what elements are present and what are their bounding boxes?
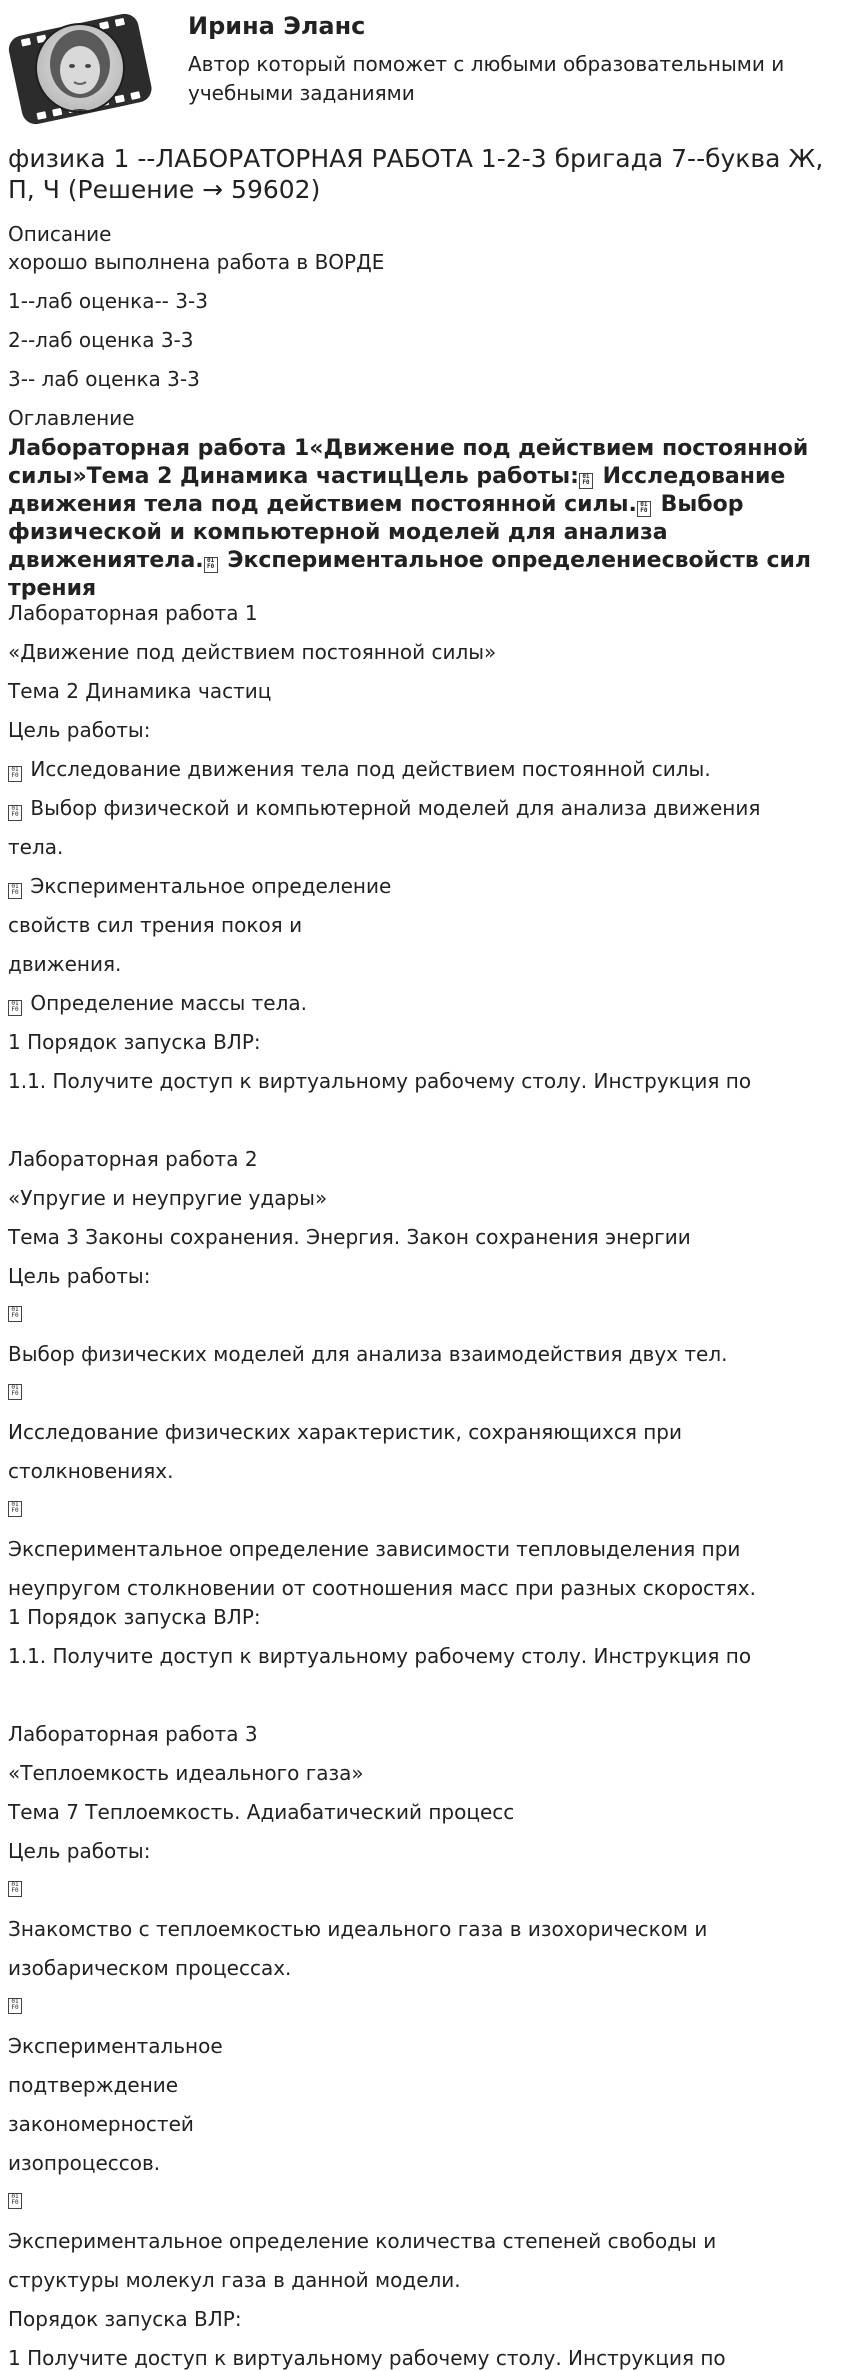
author-description	[188, 50, 808, 108]
missing-glyph-icon	[8, 1881, 22, 1897]
lab2-launch-label: 1 Порядок запуска ВЛР:	[8, 1605, 261, 1629]
lab3-goal-item: Экспериментальное определение количества степеней свободы и	[8, 2229, 717, 2253]
lab3-goal-item-cont: подтверждение	[8, 2073, 179, 2097]
lab1-goal-label: Цель работы:	[8, 718, 151, 742]
lab1-goal-item: 01 F0 Выбор физической и компьютерной моделей для анализа движения	[8, 796, 760, 821]
lab3-goal-item-cont: изопроцессов.	[8, 2151, 161, 2175]
author-photo	[6, 6, 154, 131]
author-card	[0, 0, 847, 140]
missing-glyph-icon	[8, 883, 22, 899]
lab3-goal-item: Экспериментальное	[8, 2034, 223, 2058]
lab2-goal-item: Экспериментальное определение зависимости тепловыделения при	[8, 1537, 741, 1561]
lab2-topic: Тема 3 Законы сохранения. Энергия. Закон сохранения энергии	[8, 1225, 691, 1249]
lab2-name: «Упругие и неупругие удары»	[8, 1186, 328, 1210]
toc-heading	[8, 435, 843, 603]
lab3-title: Лабораторная работа 3	[8, 1722, 258, 1746]
toc-heading-text: Выбор физической и компьютерной моделей для анализа движениятела.	[8, 492, 744, 573]
film-frame-avatar	[6, 6, 154, 131]
lab3-goal-item-cont: структуры молекул газа в данной модели.	[8, 2268, 461, 2292]
lab1-goal-item: 01 F0 Определение массы тела.	[8, 991, 307, 1016]
missing-glyph-icon	[8, 1306, 22, 1322]
lab1-goal-item-cont: движения.	[8, 952, 122, 976]
lab3-goal-item-cont: закономерностей	[8, 2112, 194, 2136]
lab1-goal-item-cont: свойств сил трения покоя и	[8, 913, 303, 937]
lab2-title: Лабораторная работа 2	[8, 1147, 258, 1171]
missing-glyph-icon	[637, 501, 651, 517]
lab3-goal-label: Цель работы:	[8, 1839, 151, 1863]
lab3-name: «Теплоемкость идеального газа»	[8, 1761, 364, 1785]
description-line: 2--лаб оценка 3-3	[8, 328, 194, 352]
lab2-goal-item-cont: неупругом столкновении от соотношения масс при разных скоростях.	[8, 1576, 756, 1600]
work-title: физика 1 --ЛАБОРАТОРНАЯ РАБОТА 1-2-3 бригада 7--буква Ж, П, Ч (Решение → 59602)	[8, 144, 824, 204]
lab2-goal-item: Исследование физических характеристик, сохраняющихся при	[8, 1420, 683, 1444]
missing-glyph-icon	[8, 1384, 22, 1400]
description-label: Описание	[8, 222, 112, 246]
lab1-title: Лабораторная работа 1	[8, 601, 258, 625]
missing-glyph-icon	[204, 557, 218, 573]
missing-glyph-icon	[8, 1998, 22, 2014]
lab2-goal-item-cont: столкновениях.	[8, 1459, 174, 1483]
missing-glyph-icon	[8, 1000, 22, 1016]
toc-label: Оглавление	[8, 406, 135, 430]
lab1-launch-label: 1 Порядок запуска ВЛР:	[8, 1030, 261, 1054]
lab3-goal-item: Знакомство с теплоемкостью идеального газа в изохорическом и	[8, 1917, 708, 1941]
lab3-launch-label: Порядок запуска ВЛР:	[8, 2307, 242, 2331]
lab1-launch-step: 1.1. Получите доступ к виртуальному рабочему столу. Инструкция по	[8, 1069, 752, 1093]
description-line: 1--лаб оценка-- 3-3	[8, 289, 208, 313]
lab2-launch-step: 1.1. Получите доступ к виртуальному рабочему столу. Инструкция по	[8, 1644, 752, 1668]
author-description-line: Автор который поможет с любыми образовательными и	[188, 52, 785, 76]
toc-heading-text: Лабораторная работа 1«Движение под действием постоянной силы»Тема 2 Динамика частицЦель работы:	[8, 436, 809, 489]
description-line: хорошо выполнена работа в ВОРДЕ	[8, 250, 385, 274]
toc-heading-text: Экспериментальное определениесвойств сил трения	[8, 548, 812, 601]
lab3-topic: Тема 7 Теплоемкость. Адиабатический процесс	[8, 1800, 515, 1824]
missing-glyph-icon	[579, 473, 593, 489]
missing-glyph-icon	[8, 805, 22, 821]
description-line: 3-- лаб оценка 3-3	[8, 367, 200, 391]
lab1-topic: Тема 2 Динамика частиц	[8, 679, 272, 703]
lab3-launch-step: 1 Получите доступ к виртуальному рабочему столу. Инструкция по	[8, 2346, 726, 2370]
lab1-goal-item: 01 F0 Исследование движения тела под действием постоянной силы.	[8, 757, 711, 782]
author-name[interactable]: Ирина Эланс	[188, 12, 366, 40]
missing-glyph-icon	[8, 766, 22, 782]
lab2-goal-item: Выбор физических моделей для анализа взаимодействия двух тел.	[8, 1342, 728, 1366]
lab1-goal-item-cont: тела.	[8, 835, 64, 859]
lab2-goal-label: Цель работы:	[8, 1264, 151, 1288]
lab1-name: «Движение под действием постоянной силы»	[8, 640, 497, 664]
lab1-goal-item: 01 F0 Экспериментальное определение	[8, 874, 391, 899]
author-description-line: учебными заданиями	[188, 81, 415, 105]
missing-glyph-icon	[8, 1501, 22, 1517]
toc-heading-text: Исследование движения тела под действием постоянной силы.	[8, 464, 786, 517]
lab3-goal-item-cont: изобарическом процессах.	[8, 1956, 292, 1980]
missing-glyph-icon	[8, 2193, 22, 2209]
